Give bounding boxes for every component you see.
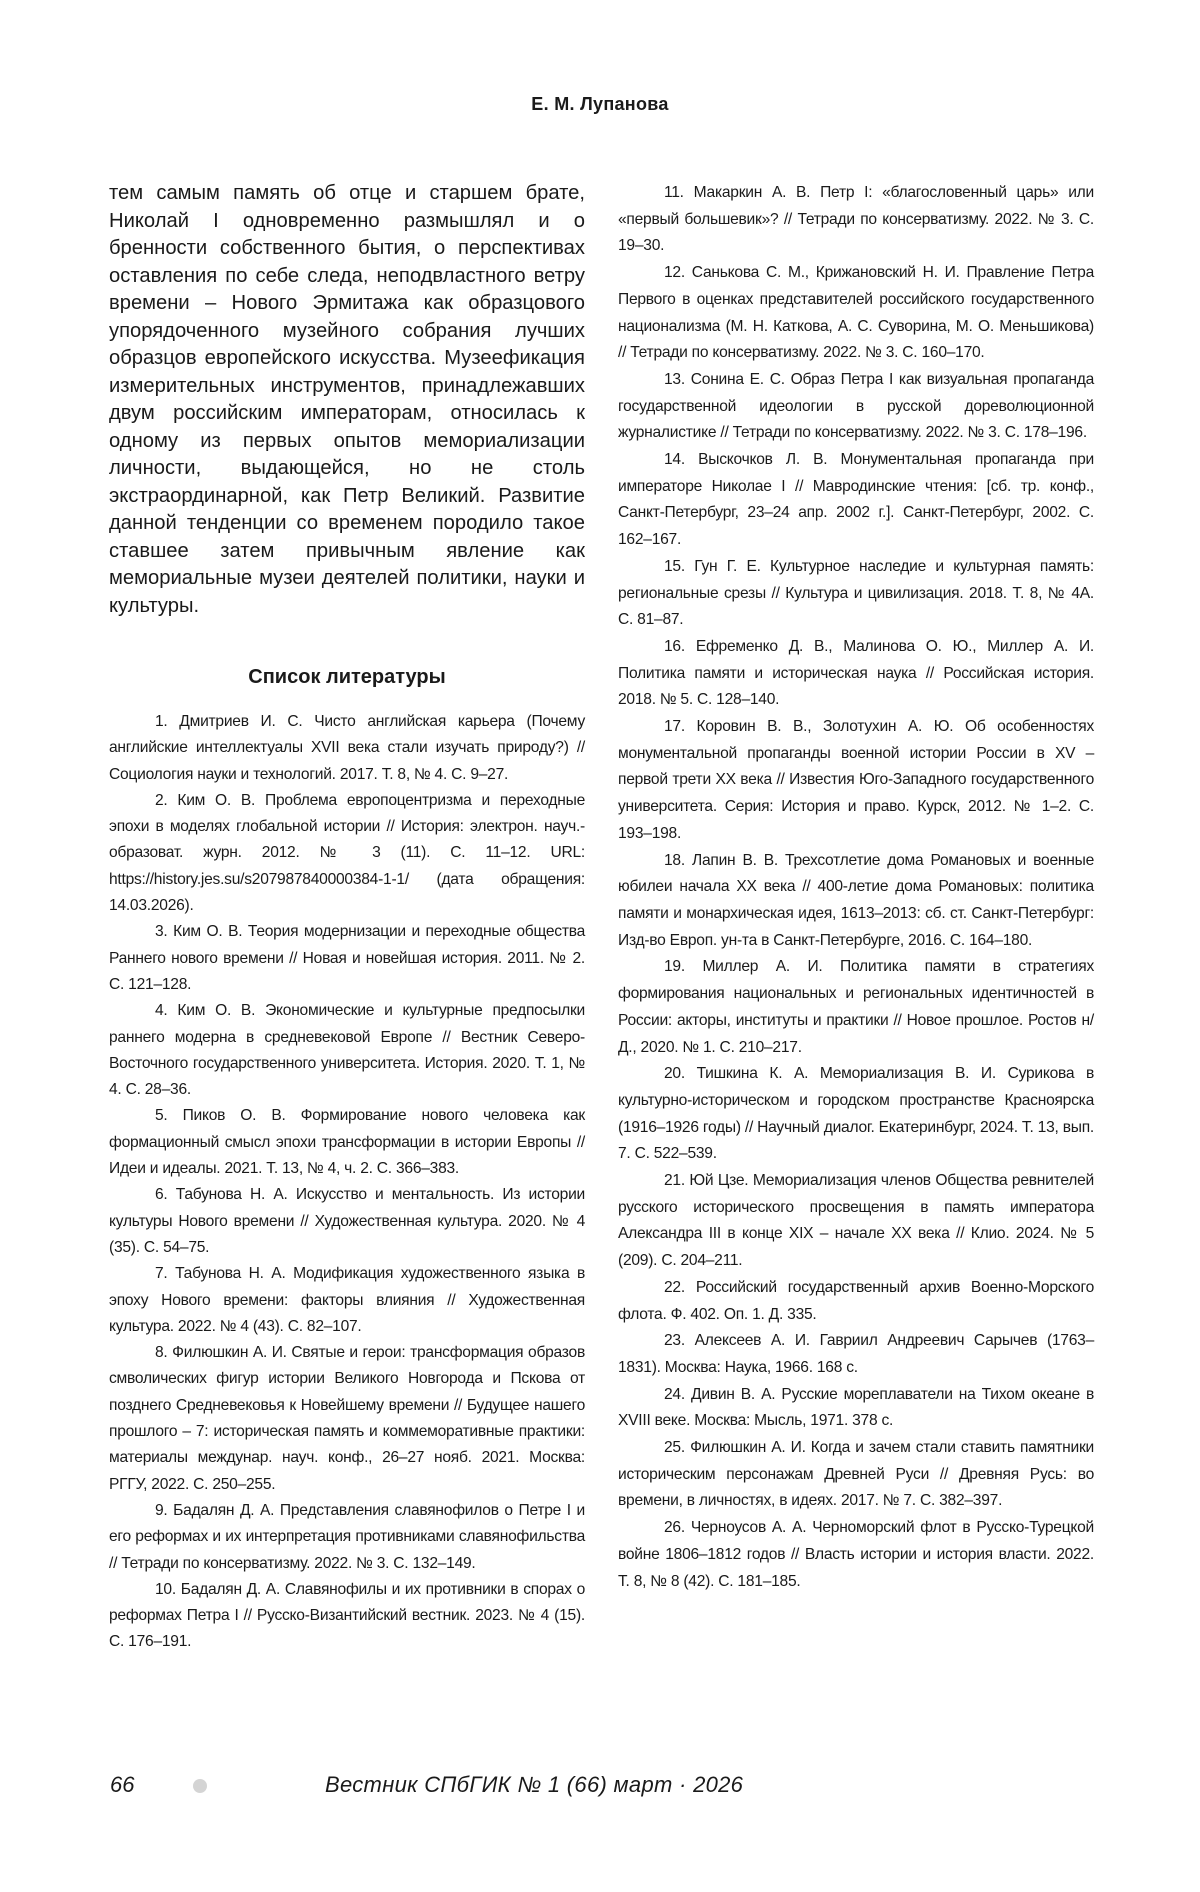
reference-item: 18. Лапин В. В. Трехсотлетие дома Романовых и военные юбилеи начала XX века // 400-летие дома Романовых: политика памяти и монархическая идея, 1613–2013: сб. ст. Санкт-Петербург: Изд-во Европ. ун-та в Санкт-Петербурге, 2016. С. 164–180. <box>618 851 1094 949</box>
reference-item: 19. Миллер А. И. Политика памяти в стратегиях формирования национальных и региональных идентичностей в России: акторы, институты и практики // Новое прошлое. Ростов н/Д., 2020. № 1. С. 210–217. <box>618 958 1094 1056</box>
reference-item: 2. Ким О. В. Проблема европоцентризма и переходные эпохи в моделях глобальной истории // История: электрон. науч.-образоват. журн. 2012. № 3 (11). С. 11–12. URL: https://history.jes.su/s207987840000384-1-1/ (дата обращения: 14.03.2026). <box>109 791 585 915</box>
reference-item: 7. Табунова Н. А. Модификация художественного языка в эпоху Нового времени: факторы влияния // Художественная культура. 2022. № 4 (43). С. 82–107. <box>109 1265 585 1335</box>
reference-item: 8. Филюшкин А. И. Святые и герои: трансформация образов смволических фигур истории Великого Новгорода и Пскова от позднего Средневековья к Новейшему времени // Будущее нашего прошлого – 7: историческая память и коммеморативные практики: материалы междунар. науч. конф., 26–27 нояб. 2021. Москва: РГГУ, 2022. С. 250–255. <box>109 1344 585 1493</box>
reference-item: 9. Бадалян Д. А. Представления славянофилов о Петре I и его реформах и их интерпретация противниками славянофильства // Тетради по консерватизму. 2022. № 3. С. 132–149. <box>109 1501 585 1572</box>
reference-item: 1. Дмитриев И. С. Чисто английская карьера (Почему английские интеллектуалы XVII века стали изучать природу?) // Социология науки и технологий. 2017. Т. 8, № 4. С. 9–27. <box>109 713 585 783</box>
references-list-right <box>618 180 1094 1595</box>
reference-item: 21. Юй Цзе. Мемориализация членов Общества ревнителей русского исторического просвещения в память императора Александра III в конце XIX – начале XX века // Клио. 2024. № 5 (209). С. 204–211. <box>618 1172 1094 1270</box>
reference-item: 17. Коровин В. В., Золотухин А. Ю. Об особенностях монументальной пропаганды военной истории России в XV – первой трети XX века // Известия Юго-Западного государственного университета. Серия: История и право. Курск, 2012. № 1–2. С. 193–198. <box>618 718 1094 842</box>
reference-item: 12. Санькова С. М., Крижановский Н. И. Правление Петра Первого в оценках представителей российского государственного национализма (М. Н. Каткова, А. С. Суворина, М. О. Меньшикова) // Тетради по консерватизму. 2022. № 3. С. 160–170. <box>618 264 1094 362</box>
separator-dot-icon <box>193 1779 207 1793</box>
reference-item: 13. Сонина Е. С. Образ Петра I как визуальная пропаганда государственной идеологии в русской дореволюционной журналистике // Тетради по консерватизму. 2022. № 3. С. 178–196. <box>618 370 1094 442</box>
page-number: 66 <box>110 1772 135 1797</box>
reference-item: 22. Российский государственный архив Военно-Морского флота. Ф. 402. Оп. 1. Д. 335. <box>618 1278 1094 1323</box>
right-column <box>618 180 1094 1595</box>
reference-item: 23. Алексеев А. И. Гавриил Андреевич Сарычев (1763–1831). Москва: Наука, 1966. 168 с. <box>618 1332 1094 1376</box>
left-column <box>109 180 585 1656</box>
reference-item: 10. Бадалян Д. А. Славянофилы и их противники в спорах о реформах Петра I // Русско-Византийский вестник. 2023. № 4 (15). С. 176–191. <box>109 1580 585 1651</box>
reference-item: 3. Ким О. В. Теория модернизации и переходные общества Раннего нового времени // Новая и новейшая история. 2011. № 2. С. 121–128. <box>109 923 585 993</box>
references-list-left <box>109 709 585 1656</box>
reference-item: 24. Дивин В. А. Русские мореплаватели на Тихом океане в XVIII веке. Москва: Мысль, 1971. 378 с. <box>618 1385 1094 1430</box>
reference-item: 20. Тишкина К. А. Мемориализация В. И. Сурикова в культурно-историческом и городском пространстве Красноярска (1916–1926 годы) // Научный диалог. Екатеринбург, 2024. Т. 13, вып. 7. С. 522–539. <box>618 1065 1094 1163</box>
reference-item: 11. Макаркин А. В. Петр I: «благословенный царь» или «первый большевик»? // Тетради по консерватизму. 2022. № 3. С. 19–30. <box>618 184 1094 255</box>
reference-item: 4. Ким О. В. Экономические и культурные предпосылки раннего модерна в средневековой Европе // Вестник Северо-Восточного государственного университета. История. 2020. Т. 1, № 4. С. 28–36. <box>109 1002 585 1099</box>
body-paragraph: тем самым память об отце и старшем брате, Николай I одновременно размышлял и о бренности собственного бытия, о перспективах оставления по себе следа, неподвластного ветру времени – Нового Эрмитажа как образцового упорядоченного музейного собрания лучших образцов европейского искусства. Музеефикация измерительных инструментов, принадлежавших двум российским императорам, относилась к одному из первых опытов мемориализации личности, выдающейся, но не столь экстраординарной, как Петр Великий. Развитие данной тенденции со временем породило такое ставшее затем привычным явление как мемориальные музеи деятелей политики, науки и культуры. <box>109 182 585 617</box>
reference-item: 16. Ефременко Д. В., Малинова О. Ю., Миллер А. И. Политика памяти и историческая наука // Российская история. 2018. № 5. С. 128–140. <box>618 637 1094 709</box>
reference-item: 6. Табунова Н. А. Искусство и ментальность. Из истории культуры Нового времени // Художественная культура. 2020. № 4 (35). С. 54–75. <box>109 1186 585 1256</box>
reference-item: 25. Филюшкин А. И. Когда и зачем стали ставить памятники историческим персонажам Древней Руси // Древняя Русь: во времени, в личностях, в идеях. 2017. № 7. С. 382–397. <box>618 1439 1094 1510</box>
running-head-author: Е. М. Лупанова <box>531 94 669 114</box>
references-title: Список литературы <box>248 666 446 688</box>
page-footer <box>0 1772 1200 1802</box>
reference-item: 15. Гун Г. Е. Культурное наследие и культурная память: региональные срезы // Культура и цивилизация. 2018. Т. 8, № 4А. С. 81–87. <box>618 557 1094 629</box>
reference-item: 5. Пиков О. В. Формирование нового человека как формационный смысл эпохи трансформации в истории Европы // Идеи и идеалы. 2021. Т. 13, № 4, ч. 2. С. 366–383. <box>109 1107 585 1178</box>
reference-item: 14. Выскочков Л. В. Монументальная пропаганда при императоре Николае I // Мавродинские чтения: [сб. тр. конф., Санкт-Петербург, 23–24 апр. 2002 г.]. Санкт-Петербург, 2002. С. 162–167. <box>618 451 1094 549</box>
reference-item: 26. Черноусов А. А. Черноморский флот в Русско-Турецкой войне 1806–1812 годов // Власть истории и история власти. 2022. Т. 8, № 8 (42). С. 181–185. <box>618 1519 1094 1590</box>
journal-title: Вестник СПбГИК № 1 (66) март · 2026 <box>325 1772 744 1797</box>
